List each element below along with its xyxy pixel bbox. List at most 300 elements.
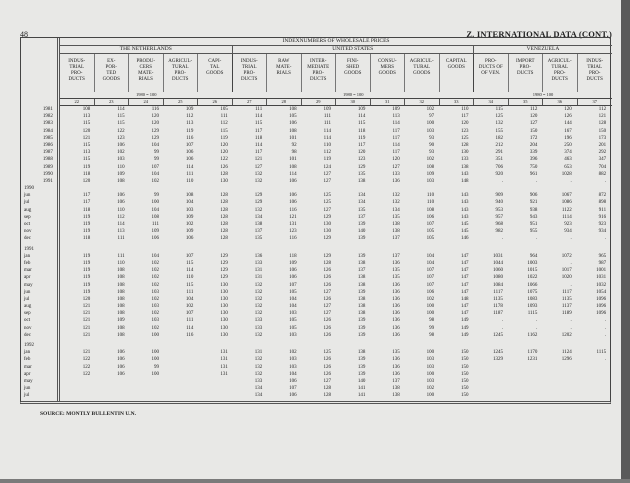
index-value: 121 (254, 157, 263, 163)
index-value: 100 (151, 350, 160, 356)
row-label: 1989 (42, 164, 53, 170)
index-value: 110 (117, 207, 125, 213)
index-value: 113 (117, 229, 125, 235)
index-value: . (570, 325, 572, 331)
index-value: 103 (151, 318, 160, 324)
index-value: 121 (82, 350, 91, 356)
index-value: 109 (185, 107, 194, 112)
index-value: 100 (426, 304, 435, 310)
index-value: 1022 (527, 275, 538, 281)
table-row (21, 260, 610, 267)
index-value: 140 (357, 229, 366, 235)
index-value: 1117 (562, 289, 572, 295)
index-value: 106 (289, 200, 297, 206)
index-value: 1044 (492, 260, 503, 266)
index-value: 119 (82, 289, 91, 295)
index-value: 140 (357, 378, 366, 384)
index-value: 114 (392, 142, 400, 148)
table-row (21, 164, 610, 171)
index-value: 108 (117, 304, 125, 310)
index-value: 150 (529, 128, 538, 134)
index-value: 149 (461, 325, 469, 331)
index-value: 116 (186, 332, 194, 338)
index-value: . (604, 236, 607, 242)
index-value: 347 (598, 157, 607, 163)
index-value: 99 (154, 157, 160, 163)
index-value: 103 (426, 178, 435, 184)
index-value: 139 (357, 222, 366, 227)
country-name: VENEZUELA (526, 46, 560, 52)
index-value: 132 (254, 289, 263, 295)
index-value: 102 (151, 325, 160, 331)
index-value (163, 356, 197, 363)
table-row (21, 274, 610, 281)
index-value: 105 (289, 325, 297, 331)
index-value: 111 (323, 121, 331, 127)
index-value: 1084 (492, 282, 503, 288)
index-value: 147 (461, 275, 469, 281)
column-header: INDUS- TRIAL PRO- DUCTS (233, 54, 268, 92)
index-value: 107 (185, 253, 194, 259)
page-edge (0, 479, 630, 483)
index-value: 105 (289, 289, 297, 295)
index-value: 147 (461, 304, 469, 310)
index-value (541, 378, 575, 385)
index-value: 117 (254, 150, 263, 156)
index-value: 105 (289, 114, 297, 120)
index-value: 114 (186, 268, 194, 274)
index-value: 125 (495, 114, 503, 120)
index-value: 125 (323, 350, 331, 356)
index-value: 102 (426, 157, 435, 163)
table-row (21, 120, 610, 127)
index-value: 99 (154, 364, 160, 370)
index-value: 128 (323, 386, 331, 392)
base-year-label: 1980 = 100 (342, 92, 364, 97)
column-header: EX- POR- TED GOODS (95, 54, 130, 92)
index-value: 135 (392, 350, 400, 356)
row-label: 1986 (42, 142, 53, 148)
index-value (473, 392, 507, 399)
index-value: 102 (151, 268, 160, 274)
index-value: 100 (151, 332, 160, 338)
index-value: 106 (185, 150, 194, 156)
index-value: 1086 (561, 200, 572, 206)
index-value: 129 (323, 253, 331, 259)
index-value: 102 (185, 222, 194, 227)
column-header: INDUS- TRIAL PRO- DUCTS (586, 59, 604, 82)
index-value: 1135 (561, 296, 572, 302)
index-value: 106 (117, 371, 125, 377)
index-value: 108 (117, 178, 125, 184)
base-year-label: 1980 = 100 (532, 92, 554, 97)
index-value: . (604, 325, 607, 331)
index-value: 118 (82, 207, 91, 213)
index-value: 102 (151, 275, 160, 281)
index-value: 110 (186, 178, 194, 184)
index-value: 108 (117, 268, 125, 274)
table-row (21, 221, 610, 228)
row-label: 1981 (42, 107, 53, 112)
year-heading-row (21, 246, 610, 253)
index-value: 139 (357, 289, 366, 295)
year-heading-row (21, 185, 610, 192)
index-value: 101 (289, 157, 297, 163)
index-value: 1066 (527, 282, 538, 288)
index-value: 106 (117, 357, 125, 363)
index-value: 135 (357, 207, 366, 213)
index-value: 898 (598, 200, 607, 206)
index-value (473, 378, 507, 385)
table-row (21, 371, 610, 378)
index-value: 126 (220, 164, 228, 170)
index-value: 909 (495, 193, 503, 199)
index-value: 121 (82, 311, 91, 317)
index-value: 250 (564, 142, 572, 148)
index-value: 139 (357, 325, 366, 331)
column-number: 27 (233, 99, 268, 105)
index-value: 120 (151, 121, 160, 127)
index-value: 130 (220, 178, 228, 184)
row-label: jun (24, 386, 31, 392)
index-value: 118 (82, 171, 91, 177)
index-value: 104 (289, 371, 297, 377)
index-value: 133 (254, 325, 263, 331)
index-value: 1054 (596, 289, 607, 295)
index-value: 104 (185, 296, 194, 302)
index-value: 116 (289, 236, 297, 242)
index-value: 108 (185, 193, 194, 199)
index-value: 128 (323, 393, 331, 399)
index-value: 143 (461, 200, 469, 206)
index-value: 121 (598, 114, 607, 120)
index-value: 130 (220, 296, 228, 302)
index-value: 135 (254, 236, 263, 242)
page-edge (621, 0, 630, 483)
index-value: 126 (323, 364, 331, 370)
index-value: 131 (254, 275, 263, 281)
table-row (21, 364, 610, 371)
index-value: 136 (392, 304, 400, 310)
index-value: 139 (357, 236, 366, 242)
index-value: 1135 (493, 296, 503, 302)
index-value: 119 (82, 229, 91, 235)
index-value: 130 (220, 282, 228, 288)
base-year-row (60, 92, 612, 98)
index-value (507, 385, 541, 392)
table-row (21, 310, 610, 317)
index-value: 136 (392, 296, 400, 302)
index-value: . (536, 236, 538, 242)
index-value: 103 (151, 289, 160, 295)
index-value: 115 (186, 282, 194, 288)
index-value: 132 (254, 371, 263, 377)
index-value: 111 (186, 318, 194, 324)
index-value: 103 (117, 157, 125, 163)
index-value (541, 371, 575, 378)
index-value: 1096 (596, 304, 607, 310)
table-row (21, 392, 610, 399)
index-value: 132 (392, 193, 400, 199)
index-value: 119 (82, 214, 91, 220)
row-label: feb (24, 260, 31, 266)
index-value: 134 (254, 214, 263, 220)
index-value: 111 (323, 114, 331, 120)
index-value: 120 (529, 114, 538, 120)
index-value: 111 (220, 114, 228, 120)
index-value: 131 (220, 364, 228, 370)
index-value: 111 (186, 171, 194, 177)
index-value (94, 378, 128, 385)
index-value: 109 (185, 229, 194, 235)
index-value: 104 (151, 142, 160, 148)
index-value: 119 (82, 260, 91, 266)
index-value: 1028 (561, 171, 572, 177)
index-value: 115 (254, 121, 263, 127)
index-value (541, 364, 575, 371)
index-value (576, 385, 610, 392)
index-value: 110 (461, 107, 469, 112)
index-value: 105 (289, 318, 297, 324)
index-value: 100 (151, 357, 160, 363)
index-value: 139 (357, 371, 366, 377)
index-value: 923 (598, 222, 607, 227)
index-value: 129 (220, 253, 228, 259)
index-value: 100 (426, 121, 435, 127)
index-value: 119 (82, 222, 91, 227)
index-value: 119 (323, 157, 331, 163)
column-number: 26 (198, 99, 233, 105)
row-label: 1983 (42, 121, 53, 127)
index-value: 119 (82, 268, 91, 274)
table-row (21, 253, 610, 260)
column-number: 33 (440, 99, 475, 105)
index-value: 104 (151, 207, 160, 213)
index-value: 201 (598, 142, 607, 148)
table-row (21, 282, 610, 289)
index-value: 953 (495, 207, 503, 213)
index-value: 139 (357, 364, 366, 370)
index-value (507, 371, 541, 378)
index-value: 103 (426, 357, 435, 363)
index-value: 107 (289, 386, 297, 392)
index-value: 1096 (596, 296, 607, 302)
index-value: 107 (426, 282, 435, 288)
index-value: . (501, 178, 503, 184)
index-value: 124 (323, 164, 331, 170)
index-value: 141 (357, 393, 366, 399)
index-value: 138 (357, 260, 366, 266)
index-value (576, 364, 610, 371)
table-row (21, 267, 610, 274)
index-value: 351 (495, 157, 503, 163)
index-value: 105 (220, 107, 228, 112)
index-value: 114 (254, 142, 263, 148)
index-value: 1031 (596, 275, 607, 281)
index-value: 115 (186, 260, 194, 266)
index-value: 1296 (561, 357, 572, 363)
index-value: 122 (117, 128, 125, 134)
column-number: 22 (60, 99, 95, 105)
index-value: 1202 (561, 332, 572, 338)
index-value: 143 (461, 193, 469, 199)
index-value (129, 392, 163, 399)
index-value: 114 (117, 107, 125, 112)
index-value: 135 (357, 171, 366, 177)
index-value: 109 (392, 107, 400, 112)
row-label: nov (24, 325, 32, 331)
index-value: 374 (564, 150, 572, 156)
index-value: 121 (82, 318, 91, 324)
index-value: . (604, 318, 607, 324)
index-value: 968 (495, 222, 503, 227)
index-value: 923 (564, 222, 572, 227)
index-value: 137 (392, 253, 400, 259)
index-value: 951 (529, 222, 538, 227)
table-row (21, 356, 610, 363)
index-value: 105 (426, 236, 435, 242)
index-value: 98 (291, 150, 297, 156)
index-value: 133 (254, 260, 263, 266)
index-value: 118 (358, 128, 366, 134)
index-value: 136 (392, 289, 400, 295)
year-label: 1990 (24, 186, 34, 192)
index-value: 106 (426, 214, 435, 220)
index-value: 102 (426, 386, 435, 392)
index-value: 107 (426, 222, 435, 227)
index-value: 134 (357, 200, 366, 206)
index-value (197, 385, 231, 392)
index-value (541, 385, 575, 392)
index-value: 117 (392, 150, 400, 156)
index-value: 103 (426, 364, 435, 370)
index-value: 1015 (527, 268, 538, 274)
index-value: 115 (82, 142, 91, 148)
index-value: 130 (220, 318, 228, 324)
index-value: 921 (529, 200, 538, 206)
index-value: 102 (185, 304, 194, 310)
index-value: 136 (392, 260, 400, 266)
row-label: mar (24, 268, 32, 274)
index-value: 132 (254, 364, 263, 370)
index-value: 145 (461, 222, 469, 227)
index-value: 139 (357, 253, 366, 259)
index-value: 127 (323, 289, 331, 295)
index-value: 114 (186, 325, 194, 331)
index-value: 107 (289, 282, 297, 288)
column-number: 32 (405, 99, 440, 105)
index-value: 138 (461, 164, 469, 170)
index-value: 196 (564, 135, 572, 141)
index-value: 102 (426, 296, 435, 302)
index-value: . (501, 236, 503, 242)
index-value: 135 (392, 214, 400, 220)
index-value: 120 (357, 150, 366, 156)
index-value: 116 (151, 107, 160, 112)
index-value: . (536, 318, 538, 324)
index-value: 102 (151, 311, 160, 317)
index-value (60, 385, 94, 392)
index-value: 127 (323, 178, 331, 184)
index-value: 120 (220, 150, 228, 156)
index-value: 115 (495, 107, 503, 112)
index-value: 114 (289, 171, 297, 177)
index-value: 119 (82, 164, 91, 170)
column-header: RAW MATE- RIALS (267, 54, 302, 92)
index-value: 128 (220, 214, 228, 220)
index-value: 911 (598, 207, 607, 213)
index-value (541, 392, 575, 399)
row-label: may (24, 282, 33, 288)
index-value (163, 378, 197, 385)
index-value: 872 (598, 193, 607, 199)
index-value: 150 (461, 378, 469, 384)
index-value: 127 (254, 164, 263, 170)
index-value: 127 (323, 304, 331, 310)
index-value: 114 (323, 135, 331, 141)
index-value: 117 (358, 142, 366, 148)
index-value: 108 (117, 275, 125, 281)
index-value: 129 (220, 268, 228, 274)
index-value (60, 392, 94, 399)
index-value: 131 (220, 371, 228, 377)
index-value: 212 (495, 142, 503, 148)
row-label: apr (24, 371, 31, 377)
index-value: 136 (392, 311, 400, 317)
row-label: may (24, 378, 33, 384)
index-value: 128 (220, 171, 228, 177)
index-value: 106 (426, 289, 435, 295)
table-row (21, 156, 610, 163)
index-value: 123 (117, 135, 125, 141)
index-value: 102 (426, 107, 435, 112)
index-value: 1170 (527, 350, 538, 356)
country-row (60, 46, 612, 54)
index-value: 134 (254, 386, 263, 392)
index-value: 1187 (493, 311, 503, 317)
column-number: 36 (543, 99, 578, 105)
index-value: 119 (82, 275, 91, 281)
index-value: 136 (392, 325, 400, 331)
index-value: 126 (323, 296, 331, 302)
index-value: 149 (461, 332, 469, 338)
base-year-label: 1980 = 100 (135, 92, 157, 97)
index-value: 107 (151, 164, 160, 170)
index-value: 100 (426, 371, 435, 377)
country-name: THE NETHERLANDS (60, 46, 233, 53)
column-header: CAPITAL GOODS (440, 54, 475, 92)
index-value: 118 (289, 253, 297, 259)
index-value: 136 (392, 357, 400, 363)
index-value: 122 (82, 357, 91, 363)
index-value: 396 (529, 157, 538, 163)
column-number: 30 (336, 99, 371, 105)
index-value: 112 (598, 107, 607, 112)
table-row (21, 106, 610, 113)
index-value: 145 (461, 229, 469, 235)
index-value (197, 392, 231, 399)
row-label: 1984 (42, 128, 53, 134)
column-header: AGRICUL- TURAL GOODS (405, 54, 440, 92)
row-label: jan (24, 350, 31, 356)
index-value: 130 (220, 332, 228, 338)
index-value: 123 (289, 229, 297, 235)
index-value: 122 (220, 157, 228, 163)
index-value: 106 (185, 236, 194, 242)
index-value: 1189 (561, 311, 572, 317)
index-value: 882 (598, 171, 607, 177)
index-value: 109 (426, 171, 435, 177)
